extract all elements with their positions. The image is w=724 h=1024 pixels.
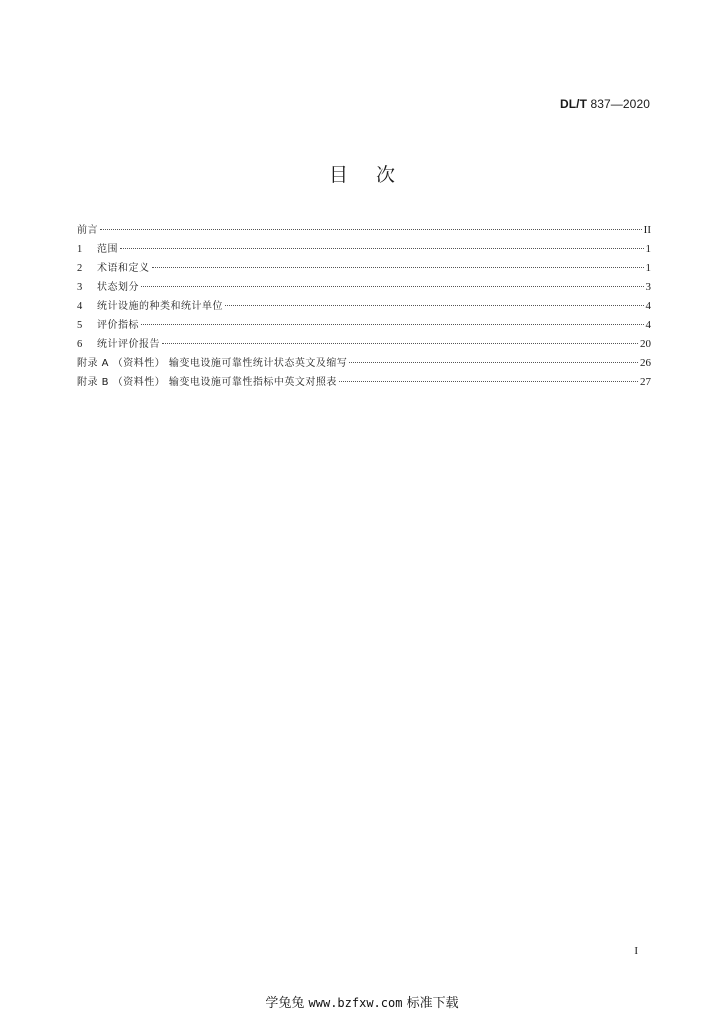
dot-leader [141, 324, 644, 325]
toc-entry-label: 统计设施的种类和统计单位 [97, 301, 223, 312]
toc-entry-appendix-b[interactable] [77, 373, 651, 392]
footer-url[interactable]: www.bzfxw.com [308, 996, 403, 1010]
toc-entry-number: 1 [77, 244, 83, 255]
toc-entry-page: 20 [640, 338, 651, 350]
standard-code [560, 97, 650, 111]
dot-leader [100, 229, 642, 230]
dot-leader [349, 362, 638, 363]
toc-entry-appendix-a[interactable] [77, 354, 651, 373]
toc-entry-label: 附录 B （资料性） 输变电设施可靠性指标中英文对照表 [77, 377, 337, 388]
toc-entry-label: 附录 A （资料性） 输变电设施可靠性统计状态英文及缩写 [77, 358, 348, 369]
download-footer [0, 992, 724, 1011]
toc-entry-number: 3 [77, 282, 83, 293]
footer-site-name: 学兔兔 [265, 996, 305, 1011]
footer-suffix: 标准下载 [406, 996, 459, 1011]
toc-entry-evaluation-indexes[interactable] [77, 316, 651, 335]
toc-entry-label: 状态划分 [97, 282, 139, 293]
dot-leader [225, 305, 644, 306]
toc-entry-terms[interactable] [77, 259, 651, 278]
toc-entry-page: II [643, 224, 651, 236]
page-number: I [634, 945, 638, 957]
toc-entry-page: 1 [645, 262, 651, 274]
toc-entry-number: 2 [77, 263, 83, 274]
toc-entry-label: 范围 [97, 244, 118, 255]
toc-entry-page: 4 [645, 300, 651, 312]
toc-entry-page: 27 [640, 376, 651, 388]
toc-entry-foreword[interactable] [77, 221, 651, 240]
toc-entry-number: 6 [77, 339, 83, 350]
toc-entry-label: 评价指标 [97, 320, 139, 331]
toc-entry-page: 4 [645, 319, 651, 331]
toc-entry-scope[interactable] [77, 240, 651, 259]
standard-code-prefix: DL/T [559, 97, 588, 111]
standard-code-number: 837—2020 [587, 97, 650, 111]
dot-leader [152, 267, 644, 268]
toc-entry-page: 1 [645, 243, 651, 255]
toc-entry-state-classification[interactable] [77, 278, 651, 297]
toc-entry-page: 26 [640, 357, 651, 369]
toc-entry-label: 前言 [77, 225, 98, 236]
dot-leader [339, 381, 638, 382]
dot-leader [120, 248, 644, 249]
table-of-contents [77, 221, 651, 392]
toc-entry-facility-types[interactable] [77, 297, 651, 316]
toc-title: 目次 [328, 164, 423, 186]
toc-entry-number: 4 [77, 301, 83, 312]
toc-entry-number: 5 [77, 320, 83, 331]
toc-entry-label: 术语和定义 [97, 263, 150, 274]
dot-leader [141, 286, 644, 287]
toc-entry-label: 统计评价报告 [97, 339, 160, 350]
toc-entry-evaluation-report[interactable] [77, 335, 651, 354]
toc-entry-page: 3 [645, 281, 651, 293]
dot-leader [162, 343, 638, 344]
